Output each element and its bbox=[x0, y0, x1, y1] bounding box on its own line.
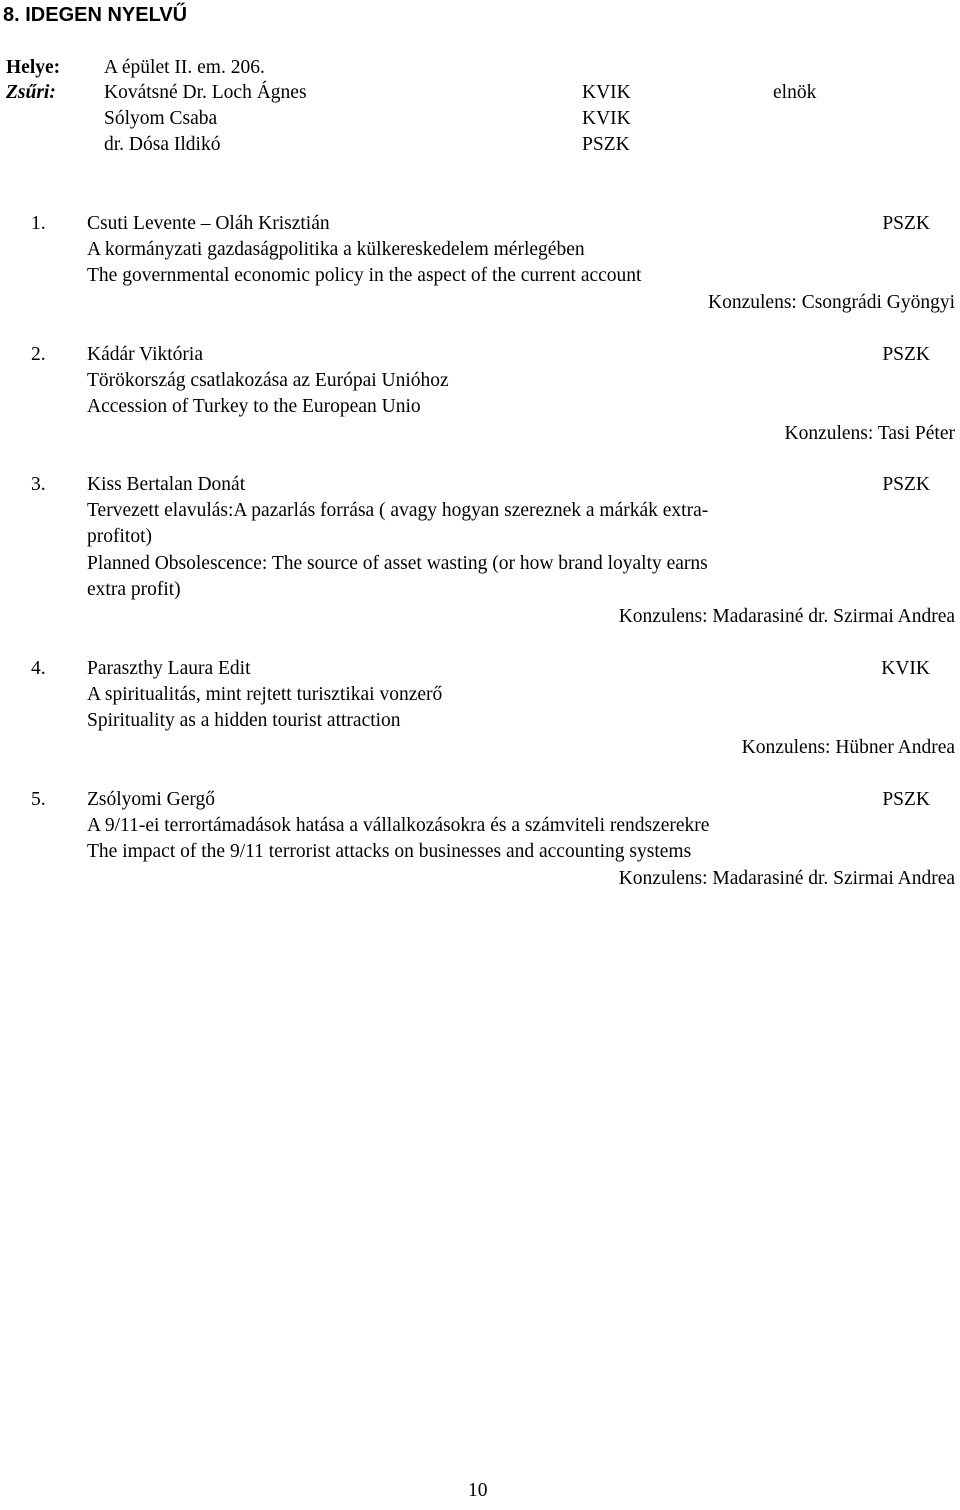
entry-institute: PSZK bbox=[882, 789, 930, 810]
entry-number: 5. bbox=[31, 789, 46, 810]
entry-institute: PSZK bbox=[882, 474, 930, 495]
jury-member-institute: PSZK bbox=[582, 134, 630, 155]
entry-authors: Paraszthy Laura Edit bbox=[87, 658, 251, 679]
entry-title-hu: A spiritualitás, mint rejtett turisztikai vonzerő bbox=[87, 684, 443, 705]
section-title: 8. IDEGEN NYELVŰ bbox=[3, 4, 188, 26]
entry-title-hu-cont: profitot) bbox=[87, 526, 152, 547]
entry-authors: Kádár Viktória bbox=[87, 344, 203, 365]
entry-title-en: Accession of Turkey to the European Unio bbox=[87, 396, 421, 417]
jury-member-name: dr. Dósa Ildikó bbox=[104, 134, 221, 155]
entry-institute: PSZK bbox=[882, 213, 930, 234]
jury-member-name: Sólyom Csaba bbox=[104, 108, 218, 129]
entry-authors: Csuti Levente – Oláh Krisztián bbox=[87, 213, 330, 234]
entry-title-en: Spirituality as a hidden tourist attraction bbox=[87, 710, 401, 731]
place-label: Helye: bbox=[6, 57, 61, 78]
entry-number: 3. bbox=[31, 474, 46, 495]
entry-institute: KVIK bbox=[881, 658, 930, 679]
place-value: A épület II. em. 206. bbox=[104, 57, 265, 78]
entry-title-en: Planned Obsolescence: The source of asset wasting (or how brand loyalty earns bbox=[87, 553, 708, 574]
entry-title-hu: A 9/11-ei terrortámadások hatása a vállalkozásokra és a számviteli rendszerekre bbox=[87, 815, 710, 836]
entry-consultant: Konzulens: Madarasiné dr. Szirmai Andrea bbox=[618, 868, 955, 889]
entry-consultant: Konzulens: Madarasiné dr. Szirmai Andrea bbox=[618, 606, 955, 627]
entry-title-hu: A kormányzati gazdaságpolitika a külkereskedelem mérlegében bbox=[87, 239, 585, 260]
jury-member-role: elnök bbox=[773, 82, 817, 103]
entry-authors: Zsólyomi Gergő bbox=[87, 789, 216, 810]
entry-consultant: Konzulens: Hübner Andrea bbox=[741, 737, 955, 758]
entry-title-hu: Törökország csatlakozása az Európai Unióhoz bbox=[87, 370, 449, 391]
jury-member-institute: KVIK bbox=[582, 108, 631, 129]
entry-consultant: Konzulens: Csongrádi Gyöngyi bbox=[708, 292, 955, 313]
entry-institute: PSZK bbox=[882, 344, 930, 365]
page-number: 10 bbox=[468, 1480, 488, 1501]
entry-number: 1. bbox=[31, 213, 46, 234]
entry-authors: Kiss Bertalan Donát bbox=[87, 474, 246, 495]
entry-title-en-cont: extra profit) bbox=[87, 579, 181, 600]
entry-title-en: The impact of the 9/11 terrorist attacks on businesses and accounting systems bbox=[87, 841, 692, 862]
entry-number: 2. bbox=[31, 344, 46, 365]
entry-consultant: Konzulens: Tasi Péter bbox=[784, 423, 955, 444]
entry-title-hu: Tervezett elavulás:A pazarlás forrása ( avagy hogyan szereznek a márkák extra- bbox=[87, 500, 709, 521]
entry-number: 4. bbox=[31, 658, 46, 679]
jury-member-institute: KVIK bbox=[582, 82, 631, 103]
jury-label: Zsűri: bbox=[6, 82, 56, 103]
jury-member-name: Kovátsné Dr. Loch Ágnes bbox=[104, 82, 307, 103]
entry-title-en: The governmental economic policy in the aspect of the current account bbox=[87, 265, 642, 286]
